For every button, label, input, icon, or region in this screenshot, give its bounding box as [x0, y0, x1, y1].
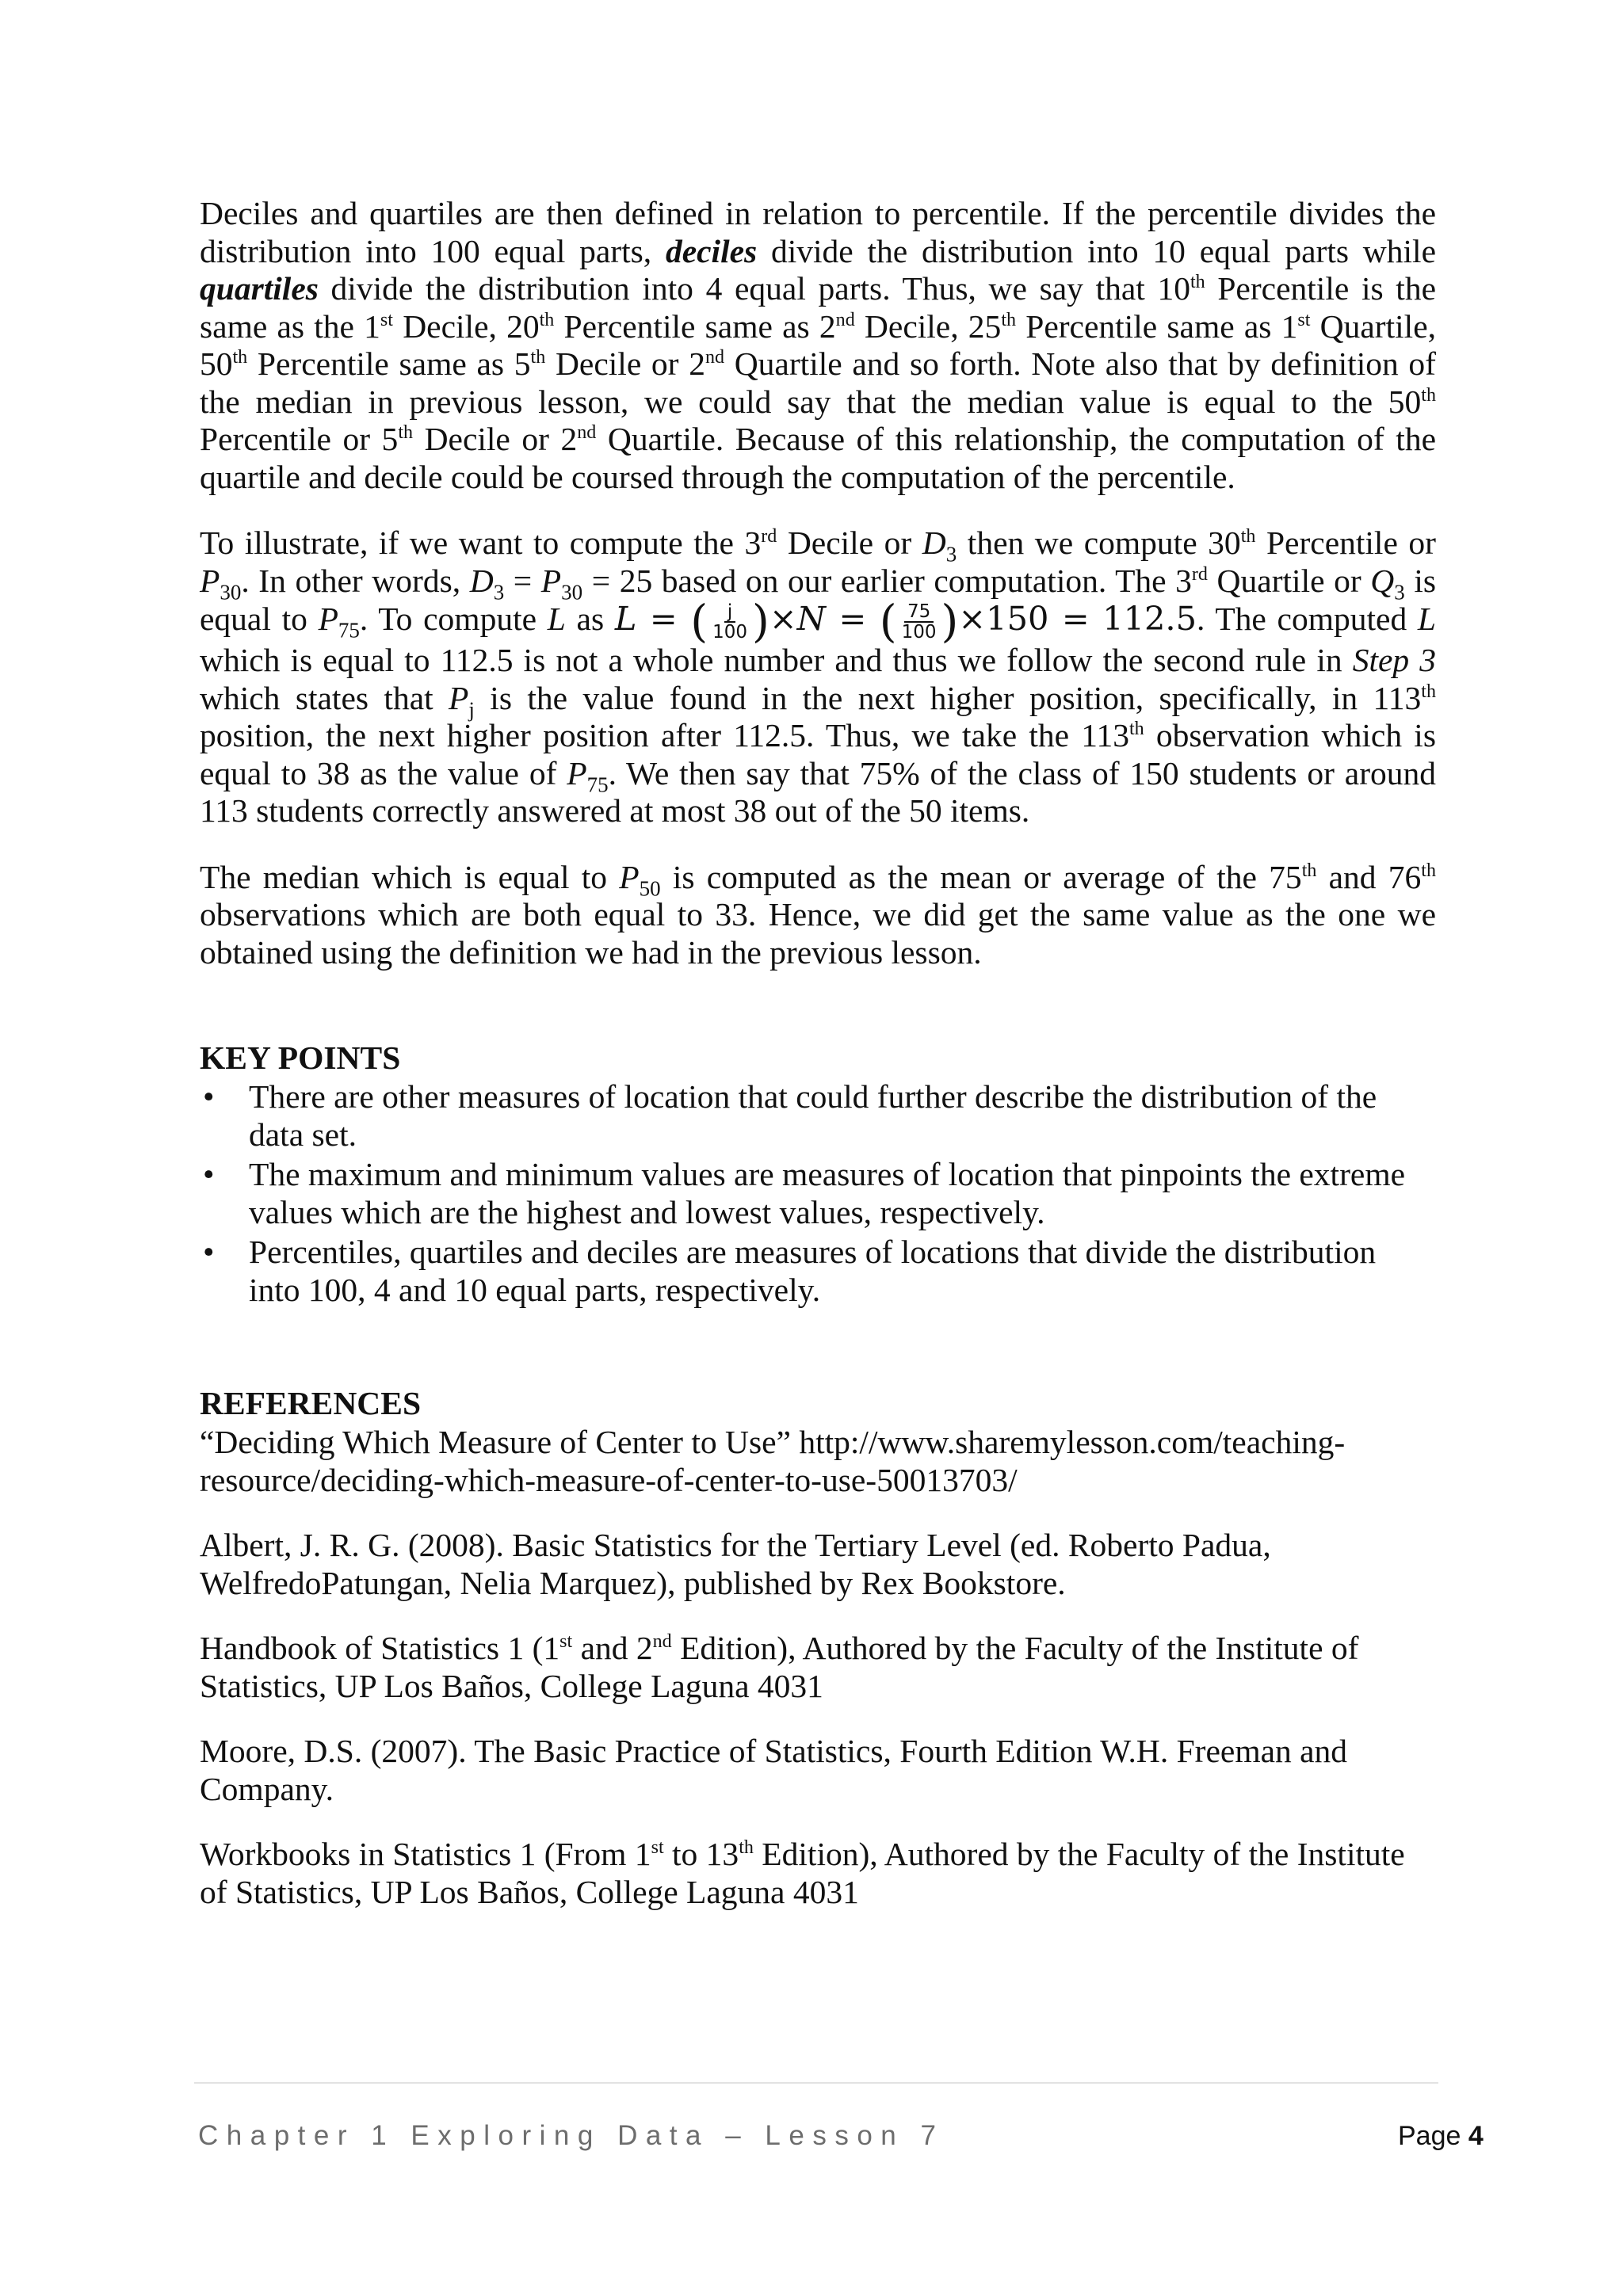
- reference-item: Albert, J. R. G. (2008). Basic Statistics for the Tertiary Level (ed. Roberto Padua, WelfredoPatungan, Nelia Marquez), published by Rex Bookstore.: [200, 1527, 1271, 1602]
- key-points-heading: KEY POINTS: [200, 1039, 401, 1077]
- fraction-j-over-100: $\frac{j}{100}$: [712, 601, 747, 643]
- formula-L: L = ( $\frac{j}{100}$ )×N = ( $\frac{75}{100}$ )×150 = 112.5: [614, 596, 1197, 648]
- footer-divider: [194, 2082, 1438, 2084]
- reference-item: Handbook of Statistics 1 (1st and 2nd Edition), Authored by the Faculty of the Institute of Statistics, UP Los Baños, College Laguna 4031: [200, 1630, 1359, 1705]
- paragraph-median: The median which is equal to $P_{50}$ is computed as the mean or average of the 75th and 76th observations which are both equal to 33. Hence, we did get the same value as the one we obtained using the definition we had in the previous lesson.: [200, 858, 1436, 971]
- page-body: [200, 195, 1436, 1938]
- paragraph-illustration: To illustrate, if we want to compute the 3rd Decile or $D_3$ then we compute 30th Percentile or $P_{30}$. In other words, $D_3 = P_{30} = 25$ based on our earlier computation. The 3rd Quartile or $Q_3$ is equal to $P_{75}$. To compute L as L = ( $\frac{j}{100}$ )×N = ( $\frac{75}{100}$ )×150 = 112.5. The computed L which is equal to 112.5 is not a whole number and thus we follow the second rule in Step 3 which states that $P_j$ is the value found in the next higher position, specifically, in 113th position, the next higher position after 112.5. Thus, we take the 113th observation which is equal to 38 as the value of $P_{75}$. We then say that 75% of the class of 150 students or around 113 students correctly answered at most 38 out of the 50 items.: [200, 524, 1437, 830]
- reference-item: Moore, D.S. (2007). The Basic Practice of Statistics, Fourth Edition W.H. Freeman and Company.: [200, 1733, 1348, 1808]
- bullet-icon: •: [203, 1234, 215, 1271]
- list-item: • Percentiles, quartiles and deciles are measures of locations that divide the distribution into 100, 4 and 10 equal parts, respectively.: [203, 1234, 1377, 1309]
- list-item: • There are other measures of location that could further describe the distribution of the data set.: [203, 1078, 1377, 1154]
- references-heading: REFERENCES: [200, 1385, 422, 1422]
- footer-chapter-title: Chapter 1 Exploring Data – Lesson 7: [198, 2120, 945, 2151]
- bullet-icon: •: [203, 1078, 215, 1116]
- list-item: • The maximum and minimum values are measures of location that pinpoints the extreme values which are the highest and lowest values, respectively.: [203, 1156, 1406, 1231]
- term-quartiles: quartiles: [200, 270, 319, 307]
- footer-page-number: Page 4: [1398, 2121, 1484, 2151]
- paragraph-deciles-quartiles: Deciles and quartiles are then defined in relation to percentile. If the percentile divides the distribution into 100 equal parts, deciles divide the distribution into 10 equal parts while quartiles divide the distribution into 4 equal parts. Thus, we say that 10th Percentile is the same as the 1st Decile, 20th Percentile same as 2nd Decile, 25th Percentile same as 1st Quartile, 50th Percentile same as 5th Decile or 2nd Quartile and so forth. Note also that by definition of the median in previous lesson, we could say that the median value is equal to the 50th Percentile or 5th Decile or 2nd Quartile. Because of this relationship, the computation of the quartile and decile could be coursed through the computation of the percentile.: [200, 195, 1437, 495]
- reference-item: “Deciding Which Measure of Center to Use” http://www.sharemylesson.com/teaching-resource/deciding-which-measure-of-center-to-use-50013703/: [200, 1424, 1346, 1499]
- bullet-icon: •: [203, 1156, 215, 1193]
- term-deciles: deciles: [665, 232, 758, 269]
- fraction-75-over-100: $\frac{75}{100}$: [901, 601, 937, 643]
- key-points-list: [200, 1077, 1436, 1309]
- reference-item: Workbooks in Statistics 1 (From 1st to 13th Edition), Authored by the Faculty of the Institute of Statistics, UP Los Baños, College Laguna 4031: [200, 1836, 1405, 1911]
